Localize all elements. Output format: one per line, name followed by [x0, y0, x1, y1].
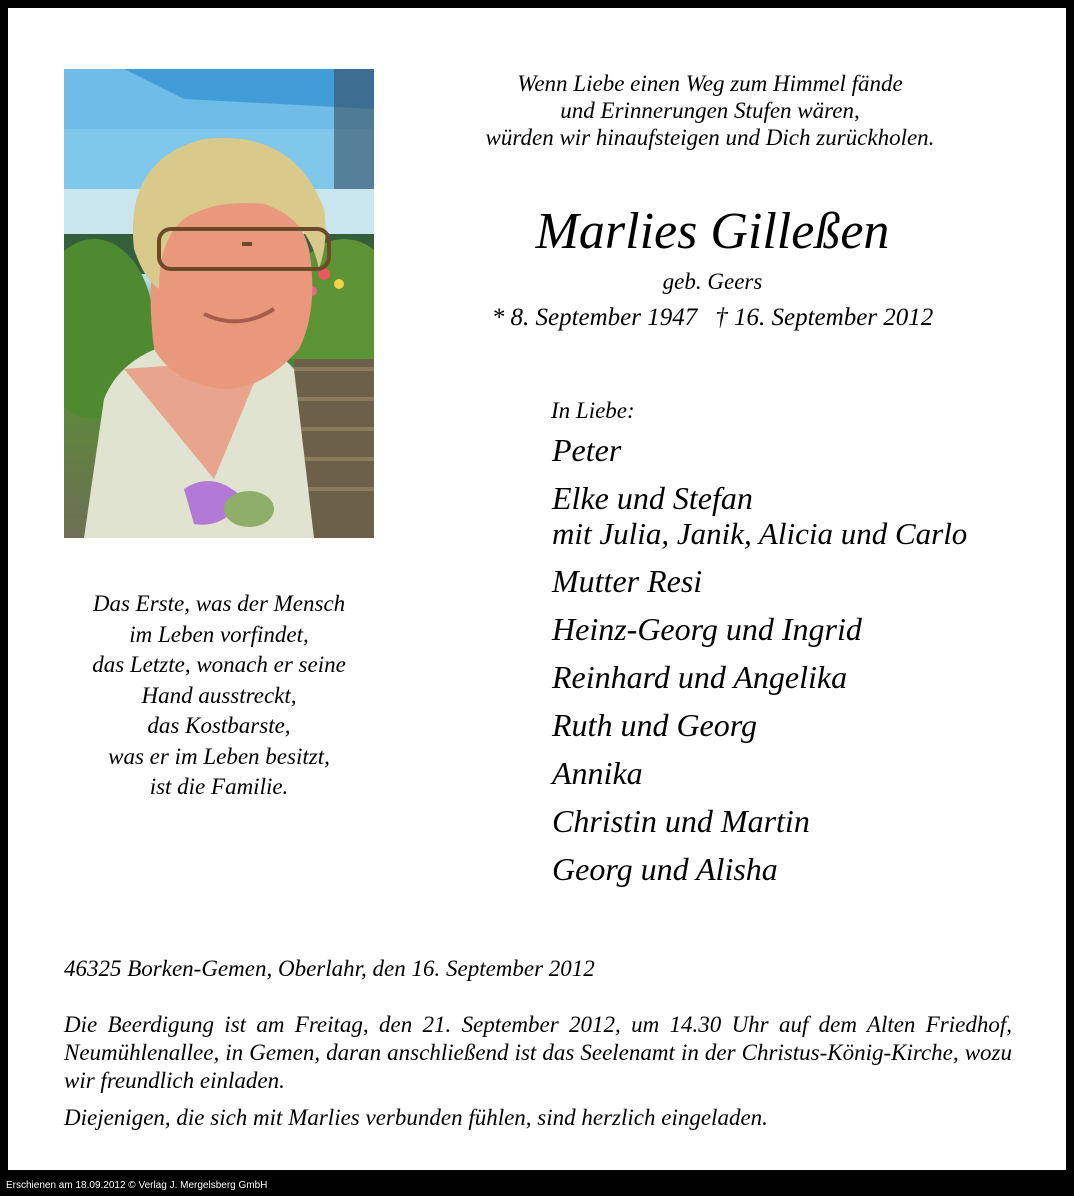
mourner-entry: Mutter Resi — [552, 563, 703, 599]
life-dates — [440, 303, 985, 333]
quote-line: Das Erste, was der Mensch — [92, 591, 346, 616]
verse-line: Wenn Liebe einen Weg zum Himmel fände — [517, 71, 903, 96]
place-date: 46325 Borken-Gemen, Oberlahr, den 16. September 2012 — [64, 956, 595, 981]
mourner-entry-line: mit Julia, Janik, Alicia und Carlo — [552, 516, 968, 551]
maiden-name: geb. Geers — [662, 269, 763, 294]
mourners-label: In Liebe: — [551, 398, 635, 423]
mourner-entry: Peter — [552, 432, 622, 468]
birth-date: * 8. September 1947 — [491, 304, 698, 331]
quote-line: ist die Familie. — [149, 774, 289, 799]
funeral-notice: Die Beerdigung ist am Freitag, den 21. September 2012, um 14.30 Uhr auf dem Alten Friedhof, Neumühlenallee, in Gemen, daran anschließend ist das Seelenamt in der Christus-König-Kirche, wozu wir freundlich einladen. — [64, 1012, 1012, 1093]
mourner-entry: Georg und Alisha — [552, 851, 778, 887]
deceased-name: Marlies Gilleßen — [535, 203, 890, 260]
mourner-entry: Annika — [552, 755, 643, 791]
mourner-entry-line: Elke und Stefan — [552, 480, 753, 516]
mourner-entry: Ruth und Georg — [552, 707, 758, 743]
mourners-list — [552, 433, 1052, 887]
opening-verse — [440, 70, 980, 151]
quote-line: was er im Leben besitzt, — [108, 743, 330, 769]
mourner-entry — [552, 481, 1052, 551]
portrait-photo — [64, 69, 374, 538]
publication-footer: Erschienen am 18.09.2012 © Verlag J. Mergelsberg GmbH — [6, 1180, 268, 1191]
quote-line: das Letzte, wonach er seine — [92, 652, 346, 677]
quote-line: das Kostbarste, — [147, 713, 291, 738]
quote-line: Hand ausstreckt, — [141, 682, 297, 708]
invitation-note: Diejenigen, die sich mit Marlies verbunden fühlen, sind herzlich eingeladen. — [64, 1105, 768, 1130]
verse-line: und Erinnerungen Stufen wären, — [560, 98, 860, 123]
portrait-illustration — [64, 69, 374, 538]
family-quote — [64, 589, 374, 803]
quote-line: im Leben vorfindet, — [129, 621, 309, 647]
death-date: † 16. September 2012 — [715, 304, 934, 331]
verse-line: würden wir hinaufsteigen und Dich zurückholen. — [485, 125, 935, 150]
mourner-entry: Heinz-Georg und Ingrid — [552, 611, 862, 647]
mourner-entry: Reinhard und Angelika — [552, 659, 848, 695]
mourner-entry: Christin und Martin — [552, 803, 810, 839]
